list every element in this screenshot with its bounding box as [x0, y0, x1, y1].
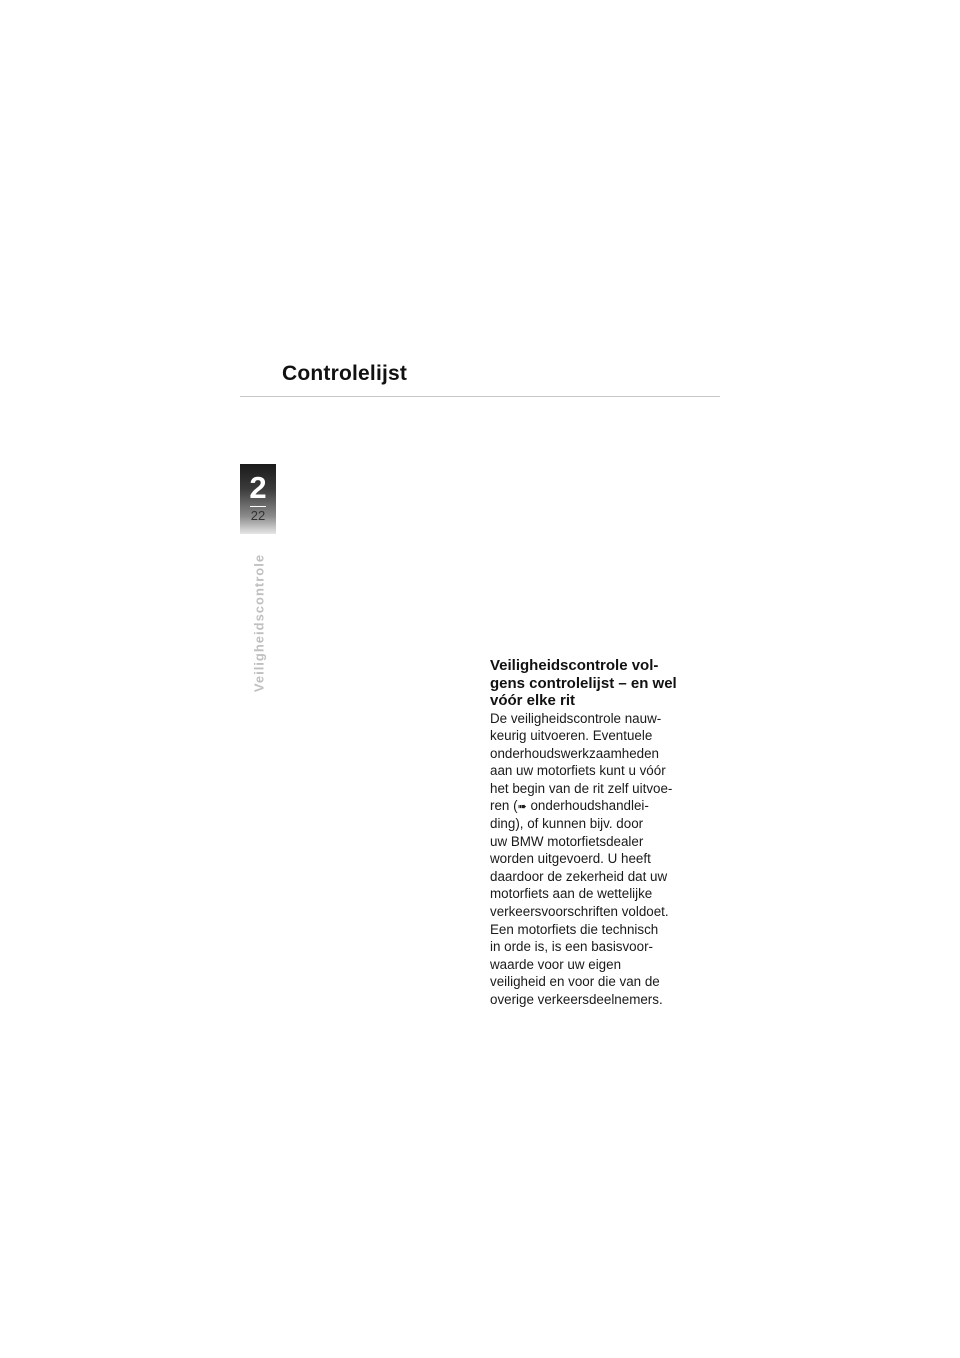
body-line: daardoor de zekerheid dat uw	[490, 868, 668, 884]
body-line: De veiligheidscontrole nauw-	[490, 710, 662, 726]
body-line: in orde is, is een basisvoor-	[490, 939, 653, 955]
heading-line: gens controlelijst – en wel	[490, 674, 677, 692]
page-title: Controlelijst	[282, 362, 408, 385]
chapter-side-label: Veiligheidscontrole	[251, 553, 267, 693]
chapter-divider	[250, 506, 266, 507]
body-line: aan uw motorfiets kunt u vóór	[490, 763, 666, 779]
page-number: 22	[250, 508, 266, 523]
body-line-with-reference	[490, 797, 705, 815]
title-divider	[240, 396, 720, 397]
heading-line: Veiligheidscontrole vol-	[490, 657, 659, 674]
reference-text: onderhoudshandlei-	[526, 798, 649, 814]
arrow-right-icon: ➠	[517, 801, 527, 814]
safety-check-section	[490, 657, 705, 1009]
section-heading	[490, 657, 705, 710]
body-line: overige verkeersdeelnemers.	[490, 992, 663, 1007]
body-line: ding), of kunnen bijv. door	[490, 816, 644, 832]
heading-line: vóór elke rit	[490, 692, 576, 709]
body-line: Een motorfiets die technisch	[490, 921, 659, 937]
chapter-number: 2	[249, 470, 267, 505]
body-line: onderhoudswerkzaamheden	[490, 745, 659, 761]
body-line: worden uitgevoerd. U heeft	[490, 851, 651, 867]
section-body	[490, 710, 705, 1009]
chapter-tab	[240, 464, 276, 534]
body-line: veiligheid en voor die van de	[490, 974, 660, 990]
body-line: motorfiets aan de wettelijke	[490, 886, 653, 902]
body-line: waarde voor uw eigen	[490, 956, 622, 972]
reference-prefix: ren (	[490, 798, 518, 814]
body-line: keurig uitvoeren. Eventuele	[490, 728, 653, 744]
body-line: verkeersvoorschriften voldoet.	[490, 904, 669, 920]
body-line: het begin van de rit zelf uitvoe-	[490, 780, 673, 796]
body-line: uw BMW motorfietsdealer	[490, 833, 644, 849]
